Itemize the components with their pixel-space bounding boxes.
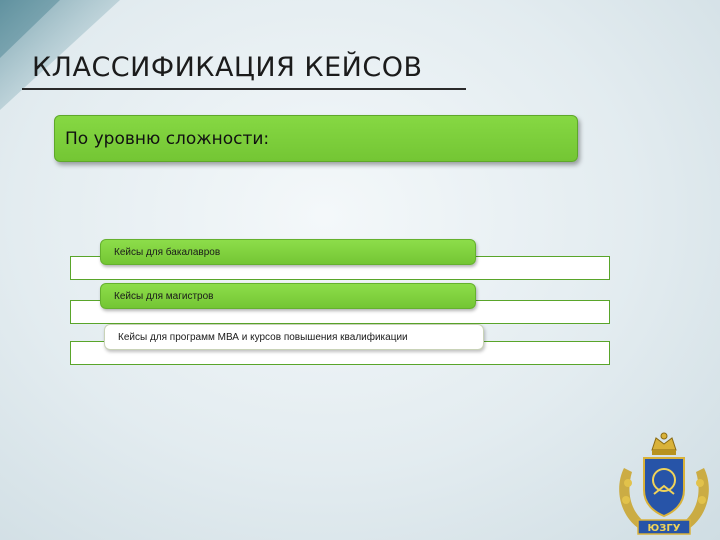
slide-title: КЛАССИФИКАЦИЯ КЕЙСОВ [32, 52, 423, 83]
list-item-tab [100, 283, 476, 309]
university-emblem-logo [614, 428, 714, 538]
list-item-label: Кейсы для бакалавров [114, 247, 221, 258]
complexity-level-label: По уровню сложности: [65, 129, 270, 149]
title-underline [22, 88, 466, 90]
list-item-tab [104, 324, 484, 350]
emblem-ribbon-text: ЮЗГУ [647, 523, 681, 534]
list-item-label: Кейсы для программ МВА и курсов повышения квалификации [118, 332, 408, 343]
list-item-label: Кейсы для магистров [114, 291, 214, 302]
list-item-tab [100, 239, 476, 265]
complexity-level-box [54, 115, 578, 162]
